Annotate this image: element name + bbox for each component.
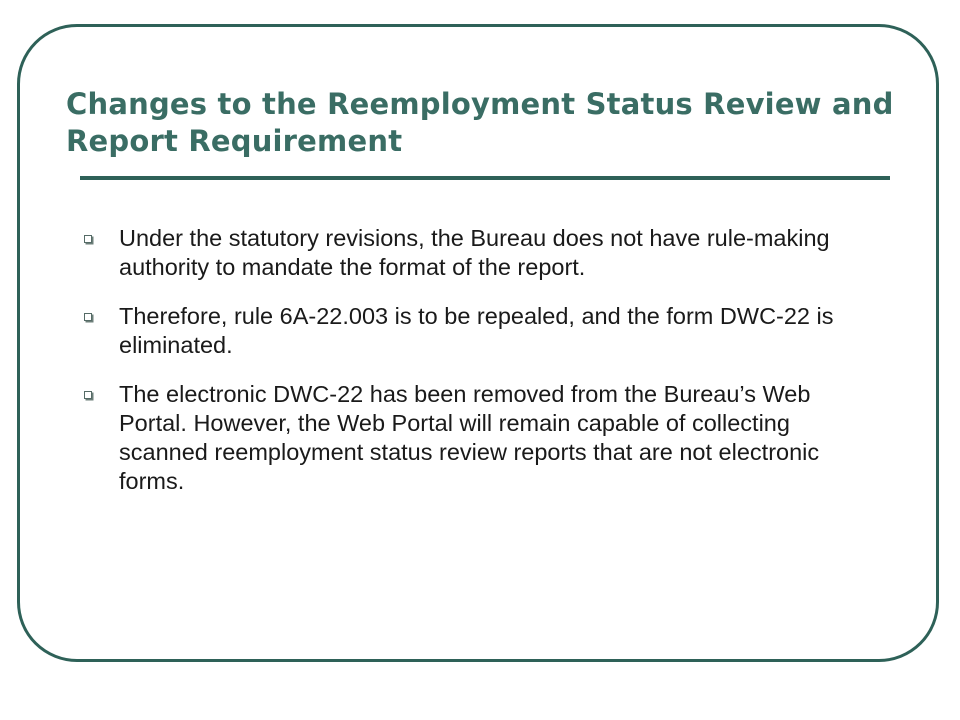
square-bullet-icon: [84, 391, 92, 399]
title-divider: [80, 176, 890, 180]
bullet-text: Under the statutory revisions, the Bureau does not have rule-making authority to mandate the format of the report.: [119, 225, 830, 280]
bullet-text: The electronic DWC-22 has been removed from the Bureau’s Web Portal. However, the Web Portal will remain capable of collecting scanned reemployment status review reports that are not electronic forms.: [119, 381, 820, 494]
bullet-item: [82, 224, 872, 282]
square-bullet-icon: [84, 235, 92, 243]
slide-title: Changes to the Reemployment Status Review and Report Requirement: [66, 87, 894, 158]
bullet-text: Therefore, rule 6A-22.003 is to be repealed, and the form DWC-22 is eliminated.: [119, 303, 834, 358]
square-bullet-icon: [84, 313, 92, 321]
bullet-item: [82, 302, 872, 360]
bullet-item: [82, 380, 872, 496]
bullet-list: [82, 224, 872, 516]
